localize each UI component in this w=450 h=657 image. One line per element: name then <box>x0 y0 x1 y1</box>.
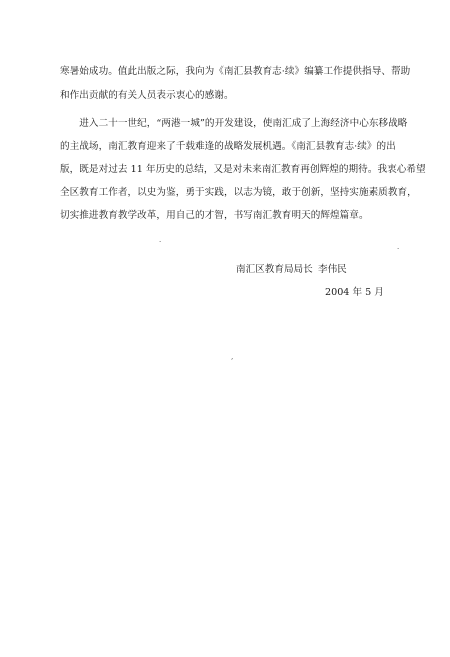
paragraph-2-line-2: 的主战场，南汇教育迎来了千载难逢的战略发展机遇。《南汇县教育志·续》的出 <box>60 141 396 152</box>
paragraph-1-line-2: 和作出贡献的有关人员表示衷心的感谢。 <box>60 90 234 101</box>
scan-mark: · <box>397 245 400 253</box>
signature-date: 2004 年 5 月 <box>325 287 384 298</box>
paragraph-2-line-5: 切实推进教育教学改革，用自己的才智，书写南汇教育明天的辉煌篇章。 <box>60 210 369 221</box>
paragraph-1-line-1: 寒暑始成功。值此出版之际，我向为《南汇县教育志·续》编纂工作提供指导、帮助 <box>60 66 411 77</box>
paragraph-2-line-1: 进入二十一世纪，“两港一城”的开发建设，使南汇成了上海经济中心东移战略 <box>60 118 408 129</box>
signature-name: 李伟民 <box>318 264 347 275</box>
signature-title: 南汇区教育局局长 <box>236 264 313 275</box>
scan-mark: ‚ <box>231 353 234 361</box>
paragraph-2-line-3: 版，既是对过去 11 年历史的总结，又是对未来南汇教育再创辉煌的期待。我衷心希望 <box>60 164 426 175</box>
paragraph-2-line-4: 全区教育工作者，以史为鉴，勇于实践，以志为镜，敢于创新，坚持实施素质教育， <box>60 187 417 198</box>
scan-mark: · <box>159 238 162 246</box>
